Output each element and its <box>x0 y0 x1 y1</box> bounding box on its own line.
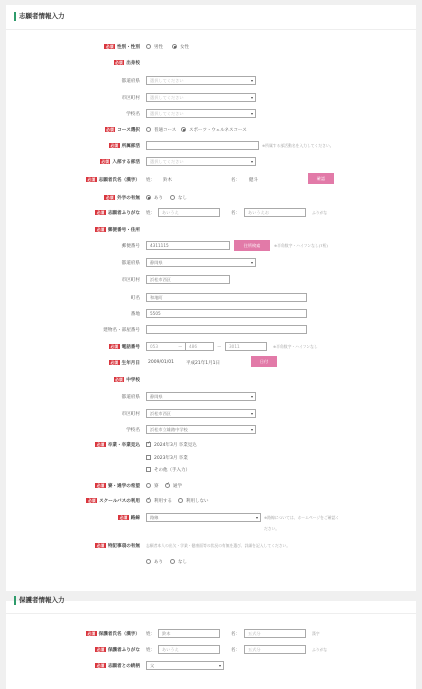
name-confirm-button[interactable]: 確認 <box>308 173 334 184</box>
course-normal-label: 普通コース <box>154 128 177 133</box>
gaiji-no-radio[interactable] <box>170 195 175 200</box>
grad-opt2-checkbox[interactable] <box>146 455 151 460</box>
guardian-name-note: 漢字 <box>312 631 320 636</box>
dorm-label-text: 寮 <box>154 484 159 489</box>
grad-opt1-checkbox[interactable] <box>146 442 151 447</box>
commute-radio[interactable] <box>165 483 170 488</box>
guardian-sei-prefix: 姓： <box>146 632 155 637</box>
chevron-down-icon: ▾ <box>218 663 221 668</box>
chevron-down-icon: ▾ <box>250 260 253 265</box>
grad-opt3-label: その他（手入力） <box>154 468 190 473</box>
date-picker-button[interactable]: 日付 <box>251 356 277 367</box>
chevron-down-icon: ▾ <box>250 159 253 164</box>
course-sports-label: スポーツ・ウェルネスコース <box>189 128 247 133</box>
school-city-label: 市区町村 <box>121 96 140 101</box>
chevron-down-icon: ▾ <box>250 411 253 416</box>
tokki-description: 志願者本人の出欠・学業・健康面等の状況の有無を選び、詳細を記入してください。 <box>146 543 291 548</box>
pref-select[interactable]: 静岡県 ▾ <box>146 258 256 267</box>
name-mei-prefix: 名： <box>231 178 240 183</box>
city-label: 市区町村 <box>121 278 140 283</box>
name-sei-prefix: 姓： <box>146 178 155 183</box>
phone-sep: － <box>217 345 222 350</box>
zip-input[interactable]: 4311115 <box>146 241 230 250</box>
bus-label: 必須 スクールバスの利用 <box>87 498 140 504</box>
chevron-down-icon: ▾ <box>250 111 253 116</box>
name-mei-value: 健斗 <box>249 178 258 183</box>
school-city-select[interactable]: 選択してください ▾ <box>146 93 256 102</box>
building-input[interactable] <box>146 325 307 334</box>
name-sei-value: 鈴木 <box>163 178 172 183</box>
birth-value: 2009/01/01 <box>148 360 174 365</box>
tokki-no-label: なし <box>178 560 187 565</box>
guardian-kana-mei-input[interactable]: 五式分 <box>244 645 306 654</box>
divider <box>6 613 416 614</box>
chevron-down-icon: ▾ <box>250 427 253 432</box>
kana-sei-input[interactable]: あいうえ <box>158 208 220 217</box>
relation-select[interactable]: 父 ▾ <box>146 661 224 670</box>
grad-label: 必須 卒業・卒業見込 <box>96 442 140 448</box>
school-name-label: 学校名 <box>126 112 140 117</box>
route-note-1: ※路線については、ホームページをご確認く <box>264 515 340 520</box>
birth-wareki: 平成21年1月1日 <box>186 361 220 366</box>
address-section-label: 必須 郵便番号・住所 <box>96 227 140 233</box>
route-select[interactable]: 路線 ▾ <box>146 513 261 522</box>
phone-2-input[interactable]: 486 <box>185 342 214 351</box>
birth-label: 必須 生年月日 <box>110 360 140 366</box>
gaiji-label: 必須 外字の有無 <box>105 195 140 201</box>
tokki-yes-label: あり <box>154 560 163 565</box>
phone-note: ※半角数字・ハイフンなし <box>273 344 318 349</box>
banchi-label: 番地 <box>130 312 140 317</box>
phone-3-input[interactable]: 3011 <box>225 342 267 351</box>
name-label: 必須 志願者氏名（漢字） <box>87 177 140 183</box>
kana-label: 必須 志願者ふりがな <box>96 210 140 216</box>
chevron-down-icon: ▾ <box>250 78 253 83</box>
school-pref-select[interactable]: 選択してください ▾ <box>146 76 256 85</box>
grad-opt2-label: 2023年3月 卒業 <box>154 456 188 461</box>
school-pref-label: 都道府県 <box>121 79 140 84</box>
course-label: 必須 コース選択 <box>106 127 140 133</box>
jhs-school-select[interactable]: 浜松市立雄踏中学校 ▾ <box>146 425 256 434</box>
kana-sei-prefix: 姓： <box>146 211 155 216</box>
kana-mei-prefix: 名： <box>231 211 240 216</box>
club-label: 必須 所属部活 <box>110 143 140 149</box>
course-normal-radio[interactable] <box>146 127 151 132</box>
jhs-pref-label: 都道府県 <box>121 395 140 400</box>
chevron-down-icon: ▾ <box>250 394 253 399</box>
guardian-kana-sei-prefix: 姓： <box>146 648 155 653</box>
guardian-name-label: 必須 保護者氏名（漢字） <box>87 631 140 637</box>
applicant-form <box>6 5 416 591</box>
gender-female-radio[interactable] <box>172 44 177 49</box>
dorm-radio[interactable] <box>146 483 151 488</box>
zip-note: ※半角数字・ハイフンなし(7桁) <box>274 243 328 248</box>
join-club-select[interactable]: 選択してください ▾ <box>146 157 256 166</box>
town-input[interactable]: 和地町 <box>146 293 307 302</box>
guardian-kana-note: ふりがな <box>312 647 328 652</box>
building-label: 建物名・部屋番号 <box>103 328 140 333</box>
guardian-mei-prefix: 名： <box>231 632 240 637</box>
section-title: 保護者情報入力 <box>14 596 65 605</box>
dorm-label: 必須 寮・通学の希望 <box>96 483 140 489</box>
phone-label: 必須 電話番号 <box>110 344 140 350</box>
club-input[interactable] <box>146 141 259 150</box>
route-label: 必須 路線 <box>119 515 140 521</box>
city-input[interactable]: 浜松市西区 <box>146 275 230 284</box>
kana-mei-input[interactable]: あいうえお <box>244 208 306 217</box>
town-label: 町名 <box>130 296 140 301</box>
chevron-down-icon: ▾ <box>250 95 253 100</box>
school-section-label: 必須 出身校 <box>115 60 140 66</box>
gaiji-yes-label: あり <box>154 196 163 201</box>
jhs-city-select[interactable]: 浜松市西区 ▾ <box>146 409 256 418</box>
gender-male-radio[interactable] <box>146 44 151 49</box>
required-badge: 必須 <box>105 44 114 49</box>
bus-use-radio[interactable] <box>146 498 151 503</box>
guardian-sei-input[interactable]: 鈴木 <box>158 629 220 638</box>
bus-nouse-label: 利用しない <box>186 499 209 504</box>
zip-label: 郵便番号 <box>121 244 140 249</box>
commute-label-text: 通学 <box>173 484 182 489</box>
jhs-pref-select[interactable]: 静岡県 ▾ <box>146 392 256 401</box>
divider <box>6 29 416 30</box>
guardian-kana-mei-prefix: 名： <box>231 648 240 653</box>
guardian-kana-label: 必須 保護者ふりがな <box>96 647 140 653</box>
school-name-select[interactable]: 選択してください ▾ <box>146 109 256 118</box>
club-note: ※所属する部活動名を入力してください。 <box>262 143 334 148</box>
guardian-kana-sei-input[interactable]: あいうえ <box>158 645 220 654</box>
relation-label: 必須 志願者との続柄 <box>96 663 140 669</box>
join-club-label: 必須 入部する部活 <box>101 159 140 165</box>
tokki-no-radio[interactable] <box>170 559 175 564</box>
tokki-yes-radio[interactable] <box>146 559 151 564</box>
phone-1-input[interactable]: 053 <box>146 342 186 351</box>
gender-female-label: 女性 <box>180 45 189 50</box>
bus-use-label: 利用する <box>154 499 172 504</box>
gaiji-no-label: なし <box>178 196 187 201</box>
gender-label: 必須 性別・性別 <box>105 44 140 50</box>
jhs-school-label: 学校名 <box>126 428 140 433</box>
gender-male-label: 男性 <box>154 45 163 50</box>
section-title: 志願者情報入力 <box>14 12 65 21</box>
phone-sep: － <box>178 345 183 350</box>
jhs-section-label: 必須 中学校 <box>115 377 140 383</box>
grad-opt3-checkbox[interactable] <box>146 467 151 472</box>
route-note-2: ださい。 <box>264 526 280 531</box>
kana-note: ふりがな <box>312 210 328 215</box>
guardian-form <box>6 596 416 689</box>
tokki-label: 必須 特記事項の有無 <box>96 543 140 549</box>
banchi-input[interactable]: 5505 <box>146 309 307 318</box>
course-sports-radio[interactable] <box>181 127 186 132</box>
jhs-city-label: 市区町村 <box>121 412 140 417</box>
guardian-mei-input[interactable]: 五式分 <box>244 629 306 638</box>
bus-nouse-radio[interactable] <box>178 498 183 503</box>
gaiji-yes-radio[interactable] <box>146 195 151 200</box>
chevron-down-icon: ▾ <box>255 515 258 520</box>
pref-label: 都道府県 <box>121 261 140 266</box>
grad-opt1-label: 2024年3月 卒業見込 <box>154 443 197 448</box>
address-search-button[interactable]: 住所検索 <box>234 240 270 251</box>
